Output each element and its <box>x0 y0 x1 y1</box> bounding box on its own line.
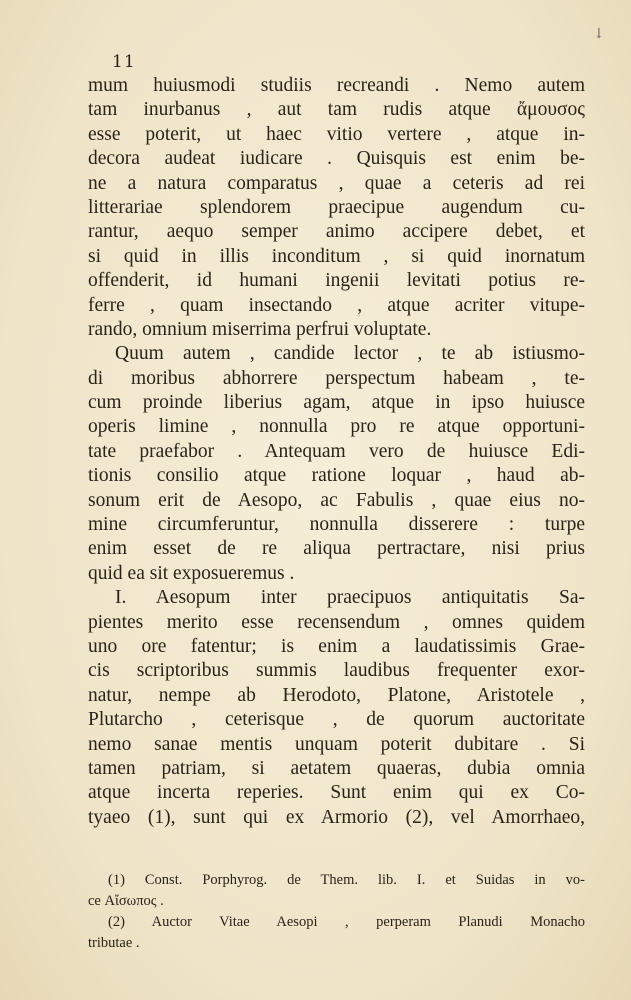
text-line: tionis consilio atque ratione loquar , haud ab- <box>88 465 585 487</box>
footnote-line: (2) Auctor Vitae Aesopi , perperam Planudi Monacho <box>108 914 585 930</box>
footnotes <box>88 870 585 954</box>
text-line: nemo sanae mentis unquam poterit dubitare . Si <box>88 733 585 755</box>
footnote-line: ce Αἴσωπος . <box>88 893 164 909</box>
page-number: 11 <box>112 52 136 72</box>
paragraph-start-line: I. Aesopum inter praecipuos antiquitatis Sa- <box>115 587 585 609</box>
text-line: Plutarcho , ceterisque , de quorum auctoritate <box>88 709 585 731</box>
text-line: offenderit, id humani ingenii levitati potius re- <box>88 270 585 292</box>
text-line: cum proinde liberius agam, atque in ipso huiusce <box>88 392 585 414</box>
text-line: tyaeo (1), sunt qui ex Armorio (2), vel Amorrhaeo, <box>88 806 585 828</box>
main-text <box>88 74 585 830</box>
text-line: operis limine , nonnulla pro re atque opportuni- <box>88 416 585 438</box>
text-line: tamen patriam, si aetatem quaeras, dubia omnia <box>88 757 585 779</box>
text-line: mum huiusmodi studiis recreandi . Nemo autem <box>88 75 585 96</box>
text-line: rantur, aequo semper animo accipere debet, et <box>88 221 585 243</box>
text-line: rando, omnium miserrima perfrui voluptate. <box>88 318 432 340</box>
text-line: enim esset de re aliqua pertractare, nisi prius <box>88 538 585 560</box>
text-line: pientes merito esse recensendum , omnes quidem <box>88 611 585 633</box>
paragraph-start-line: Quum autem , candide lector , te ab istiusmo- <box>115 343 585 365</box>
footnote-line: (1) Const. Porphyrog. de Them. lib. I. et Suidas in vo- <box>108 872 585 888</box>
text-line: natur, nempe ab Herodoto, Platone, Aristotele , <box>88 684 585 706</box>
text-line: cis scriptoribus summis laudibus frequenter exor- <box>88 660 585 682</box>
text-line: litterariae splendorem praecipue augendum cu- <box>88 196 585 218</box>
text-line: uno ore fatentur; is enim a laudatissimis Grae- <box>88 635 585 657</box>
text-line: quid ea sit exposueremus . <box>88 562 295 584</box>
text-line: ne a natura comparatus , quae a ceteris ad rei <box>88 172 585 194</box>
text-line: si quid in illis inconditum , si quid inornatum <box>88 245 585 267</box>
text-line: esse poterit, ut haec vitio vertere , atque in- <box>88 123 585 145</box>
text-line: decora audeat iudicare . Quisquis est enim be- <box>88 148 585 170</box>
text-line: tate praefabor . Antequam vero de huiusce Edi- <box>88 440 585 462</box>
text-line: atque incerta reperies. Sunt enim qui ex Co- <box>88 782 585 804</box>
text-line: tam inurbanus , aut tam rudis atque ἄμουσος <box>88 99 585 121</box>
margin-mark: ↓ <box>593 26 605 42</box>
text-line: sonum erit de Aesopo, ac Fabulis , quae eius no- <box>88 489 585 511</box>
text-line: di moribus abhorrere perspectum habeam , te- <box>88 367 585 389</box>
text-line: ferre , quam insectando , atque acriter vitupe- <box>88 294 585 316</box>
footnote-line: tributae . <box>88 935 140 951</box>
text-line: mine circumferuntur, nonnulla disserere : turpe <box>88 514 585 536</box>
